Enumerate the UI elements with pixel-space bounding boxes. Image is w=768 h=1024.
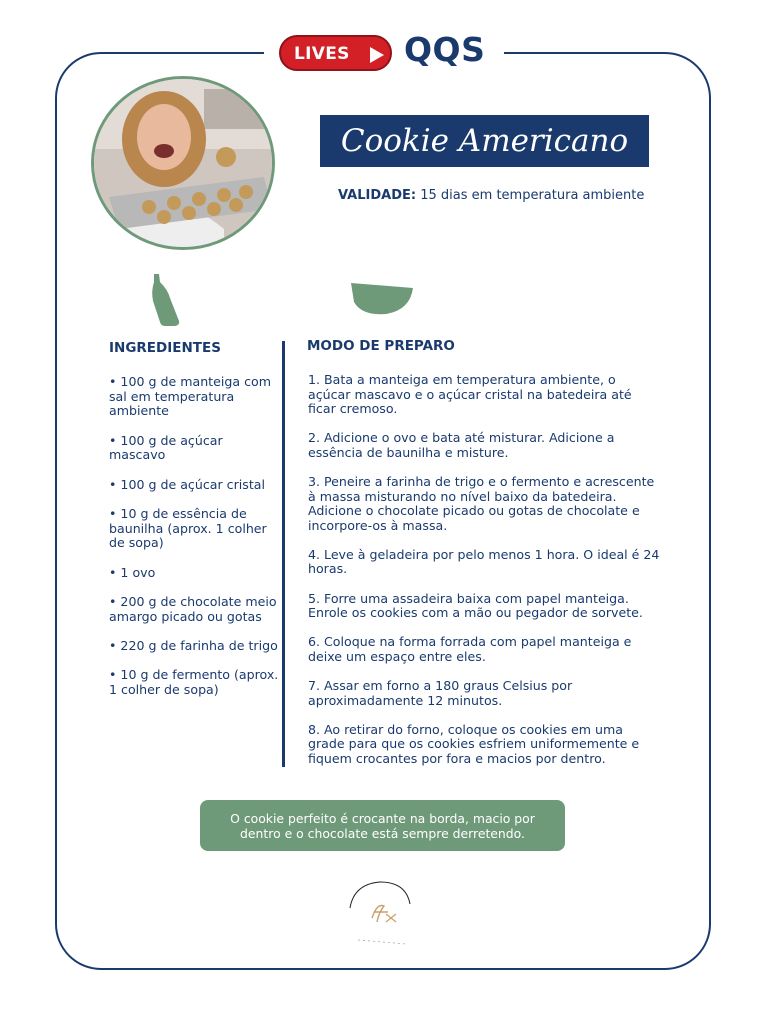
ingredients-heading: INGREDIENTES [109,340,221,356]
preparation-step: 2. Adicione o ovo e bata até misturar. Adicione a essência de baunilha e misture. [308,430,615,460]
preparation-step: 8. Ao retirar do forno, coloque os cookies em uma grade para que os cookies esfriem uniformemente e fiquem crocantes por fora e macios por dentro. [308,721,640,766]
ingredient-item: • 100 g de manteiga com sal em temperatura ambiente [109,374,271,419]
preparation-step: 7. Assar em forno a 180 graus Celsius por aproximadamente 12 minutos. [308,677,573,708]
preparation-step: 3. Peneire a farinha de trigo e o fermento e acrescente à massa misturando no nível baixo da batedeira. Adicione o chocolate picado ou gotas de chocolate e incorpore-os à massa. [308,473,655,533]
play-icon [369,46,385,64]
preparation-step: 5. Forre uma assadeira baixa com papel manteiga. Enrole os cookies com a mão ou pegador de sorvete. [308,590,643,621]
preparation-step: 1. Bata a manteiga em temperatura ambiente, o açúcar mascavo e o açúcar cristal na batedeira até ficar cremoso. [308,372,632,417]
vanilla-bottle-icon [148,273,182,327]
mixing-bowl-icon [350,282,414,316]
preparation-heading: MODO DE PREPARO [307,338,455,354]
shelf-life-label: VALIDADE: [338,188,417,203]
ingredient-item: • 100 g de açúcar mascavo [109,432,223,463]
recipe-title-banner [320,115,649,167]
tip-box [200,800,565,851]
ingredient-item: • 100 g de açúcar cristal [109,476,265,492]
shelf-life-line [338,188,644,203]
ingredient-item: • 10 g de fermento (aprox. 1 colher de sopa) [109,667,279,697]
brand-logo: QQS [404,30,486,69]
preparation-steps [308,373,660,781]
shelf-life-value: 15 dias em temperatura ambiente [420,188,645,203]
lives-badge[interactable] [279,35,392,71]
ingredient-item: • 1 ovo [109,564,156,580]
preparation-step: 6. Coloque na forma forrada com papel manteiga e deixe um espaço entre eles. [308,634,632,664]
ingredients-list [109,375,279,712]
preparation-step: 4. Leve à geladeira por pelo menos 1 hora. O ideal é 24 horas. [308,546,660,577]
tip-text: O cookie perfeito é crocante na borda, macio por dentro e o chocolate está sempre derretendo. [230,810,535,841]
column-divider [282,341,285,767]
ingredient-item: • 200 g de chocolate meio amargo picado ou gotas [109,594,277,624]
recipe-title: Cookie Americano [340,123,629,159]
signature-logo [344,878,420,948]
ingredient-item: • 10 g de essência de baunilha (aprox. 1 colher de sopa) [109,506,267,551]
chef-photo [91,76,275,250]
ingredient-item: • 220 g de farinha de trigo [109,638,278,653]
lives-label: LIVES [294,44,350,64]
